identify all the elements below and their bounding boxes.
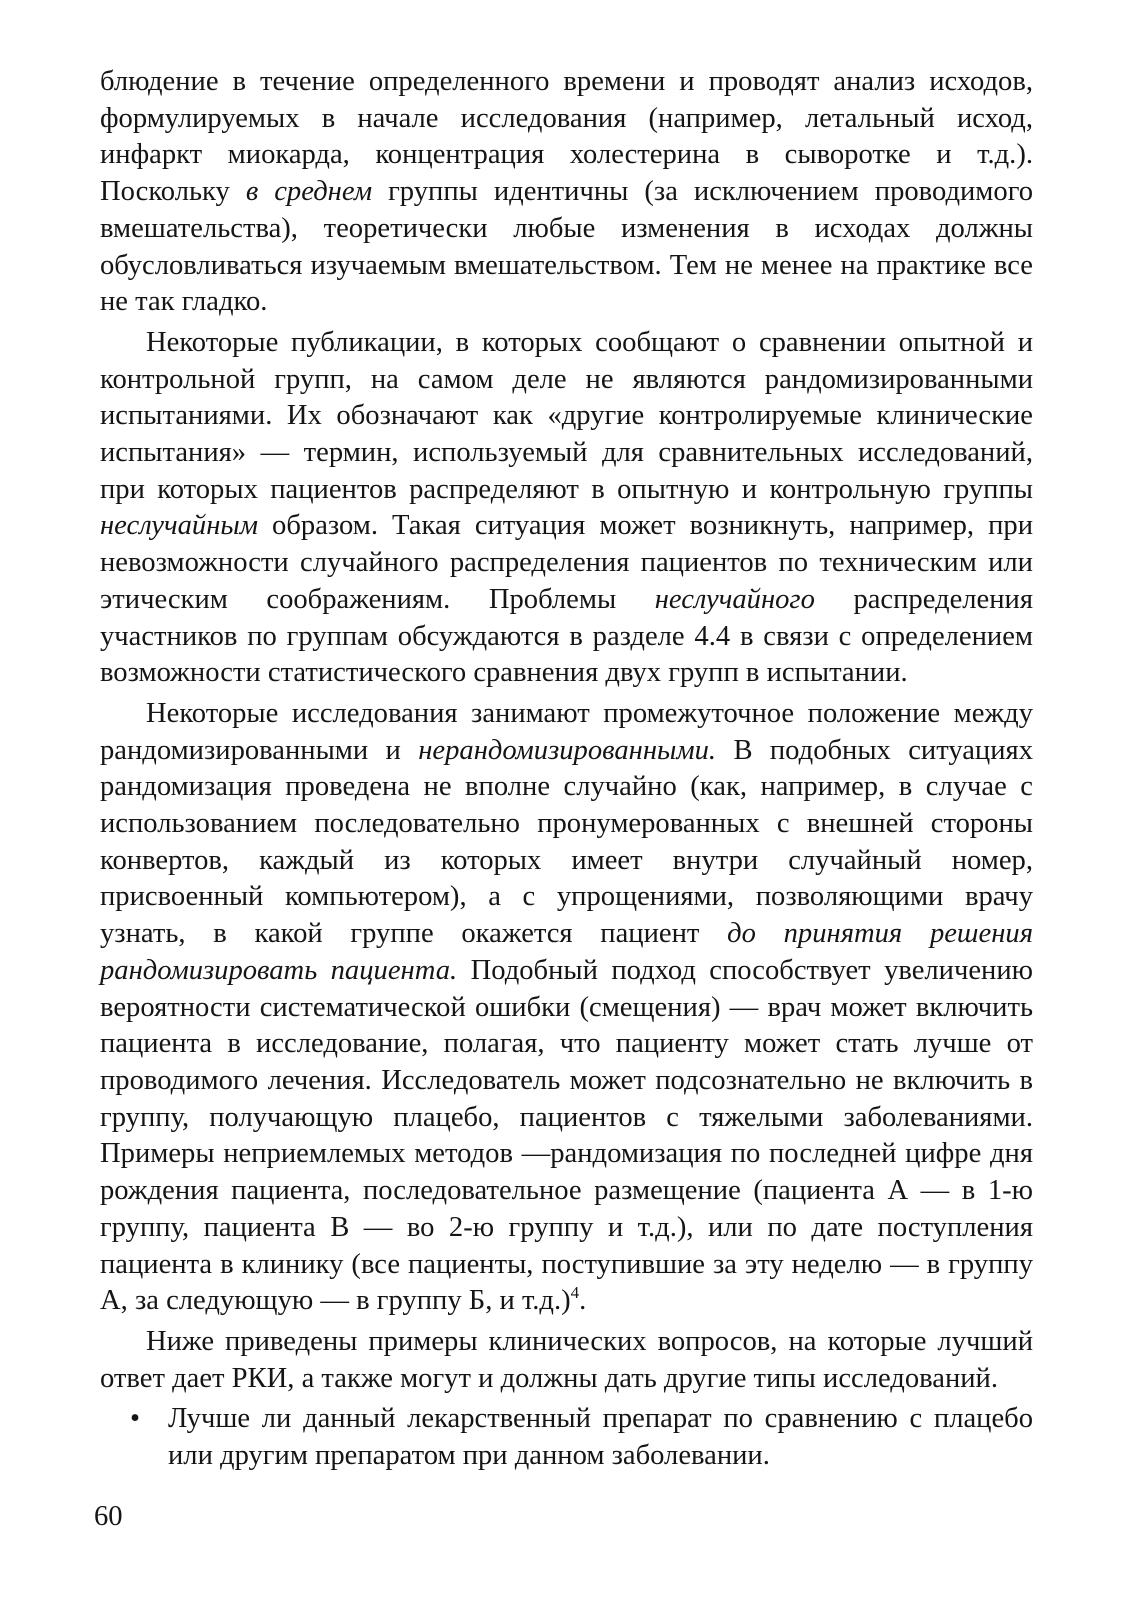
footnote-reference: 4 [570,1283,580,1303]
italic-text: в среднем [245,176,373,208]
text-run: образом. Такая ситуация может возникнуть, например, при невозможности случайного распределения пациентов по техническим или этическим соображениям. Проблемы [100,510,1033,615]
italic-text: до принятия решения рандомизировать пациента. [100,918,1033,986]
text-run: группы идентичны (за исключением проводимого вмешательства), теоретически любые изменения в исходах должны обусловливаться изучаемым вмешательством. Тем не менее на практике все не так гладко. [100,176,1034,318]
italic-text: неслучайного [654,583,815,615]
bullet-item [100,1401,1033,1474]
paragraph [100,1324,1033,1397]
bullet-list [100,1401,1033,1474]
paragraph [100,64,1033,321]
bullet-icon: • [130,1403,141,1435]
text-run: Некоторые публикации, в которых сообщают о сравнении опытной и контрольной групп, на самом деле не являются рандомизированными испытаниями. Их обозначают как «другие контролируемые клинические испытания» — термин, используемый для сравнительных исследований, при которых пациентов распределяют в опытную и контрольную группы [100,326,1033,505]
text-run: блюдение в течение определенного времени и проводят анализ исходов, формулируемых в начале исследования (например, летальный исход, инфаркт миокарда, концентрация холестерина в сыворотке и т.д.). Поскольку [100,66,1033,208]
text-run: Некоторые исследования занимают промежуточное положение между рандомизированными и [100,697,1033,766]
page-number: 60 [94,1501,123,1532]
italic-text: нерандомизированными. [418,734,717,766]
text-run: распределения участников по группам обсуждаются в разделе 4.4 в связи с определением возможности статистического сравнения двух групп в испытании. [100,583,1033,689]
bullet-text: Лучше ли данный лекарственный препарат по сравнению с плацебо или другим препаратом при данном заболевании. [168,1403,1033,1472]
text-run: Ниже приведены примеры клинических вопросов, на которые лучший ответ дает РКИ, а также могут и должны дать другие типы исследований. [100,1325,1033,1394]
page-body [100,64,1033,1475]
text-body [100,64,1033,1397]
paragraph [100,696,1033,1320]
text-run: Подобный подход способствует увеличению вероятности систематической ошибки (смещения) — врач может включить пациента в исследование, полагая, что пациенту может стать лучше от проводимого лечения. Исследователь может подсознательно не включить в группу, получающую плацебо, пациентов с тяжелыми заболеваниями. Примеры неприемлемых методов —рандомизация по последней цифре дня рождения пациента, последовательное размещение (пациента А — в 1-ю группу, пациента В — во 2-ю группу и т.д.), или по дате поступления пациента в клинику (все пациенты, поступившие за эту неделю — в группу А, за следующую — в группу Б, и т.д.) [100,954,1034,1317]
text-run: . [579,1285,587,1317]
paragraph [100,325,1033,692]
text-run: В подобных ситуациях рандомизация проведена не вполне случайно (как, например, в случае с использованием последовательно пронумерованных с внешней стороны конвертов, каждый из которых имеет внутри случайный номер, присвоенный компьютером), а с упрощениями, позволяющими врачу узнать, в какой группе окажется пациент [100,734,1033,950]
italic-text: неслучайным [100,510,259,542]
